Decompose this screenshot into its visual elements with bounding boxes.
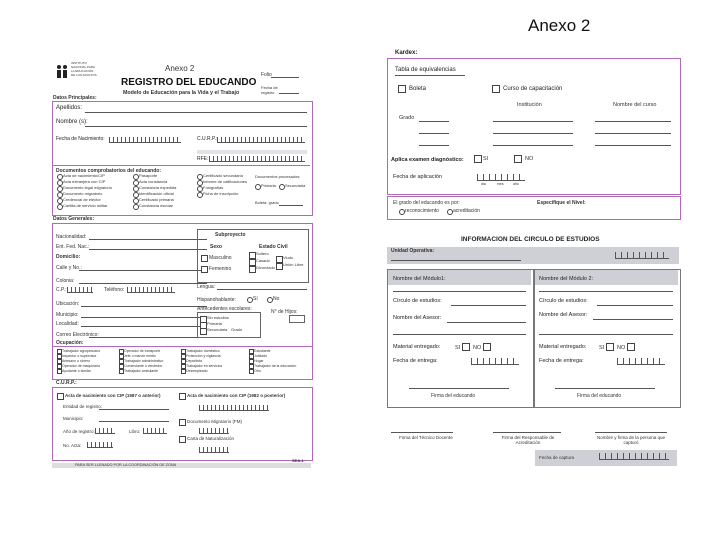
doc-option[interactable]: Ficha de inscripción xyxy=(203,191,239,196)
doc-option[interactable]: Documento migratorio xyxy=(63,191,103,196)
registro-educando-form xyxy=(49,53,317,471)
telefono-field[interactable] xyxy=(127,287,175,293)
antecedentes-label: Antecedentes escolares: xyxy=(197,306,252,312)
secundaria-option[interactable]: Secundaria xyxy=(285,183,306,188)
acreditacion-label: acreditación xyxy=(453,208,480,214)
acta-cip-label: Acta de nacimiento con CIP (1987 o anterior) xyxy=(65,393,161,398)
boleta-grado-label: Boleta: grado xyxy=(255,200,279,205)
habla-espanol-label: Hispanohablante: xyxy=(197,297,236,303)
hijos-field[interactable] xyxy=(289,315,305,323)
colonia-label: Colonia: xyxy=(56,278,75,284)
apellidos-label: Apellidos: xyxy=(56,105,83,111)
estado-option-label: Soltero xyxy=(256,251,269,256)
acta-cip2-checkbox[interactable] xyxy=(179,393,186,400)
anio-label: año xyxy=(513,182,519,186)
nacionalidad-label: Nacionalidad: xyxy=(56,234,87,240)
primaria-label: Primaria xyxy=(207,321,222,326)
firma-captura-label: Nombre y firma de la persona que capturó xyxy=(596,435,666,445)
curp-label: C.U.R.P.: xyxy=(197,136,218,142)
logo-line-1: INSTITUTO xyxy=(71,61,87,65)
kardex-form xyxy=(385,48,683,470)
acta-cip-checkbox[interactable] xyxy=(57,393,64,400)
material2-si-checkbox[interactable] xyxy=(606,343,614,351)
logo-line-2: NACIONAL PARA xyxy=(71,65,96,69)
especifique-nivel-label: Especifique el Nivel: xyxy=(537,200,586,206)
datos-principales-heading: Datos Principales: xyxy=(53,95,97,101)
secundaria-label: Secundaria xyxy=(207,327,228,332)
material2-no-label: NO xyxy=(617,345,626,351)
localidad-label: Localidad: xyxy=(56,321,79,327)
material2-si-label: SI xyxy=(599,345,605,351)
nombres-label: Nombre (s): xyxy=(56,119,88,125)
datos-generales-heading: Datos Generales: xyxy=(53,216,95,222)
ocupacion-option[interactable]: Desempleado xyxy=(186,369,208,373)
rfe-field[interactable] xyxy=(209,156,305,162)
ocupacion-option[interactable]: Jubilado xyxy=(254,354,268,358)
migratorio-no-field[interactable] xyxy=(199,428,229,434)
curso-checkbox[interactable] xyxy=(492,85,500,93)
anio-registro-field[interactable] xyxy=(95,428,115,434)
unidad-operativa-label: Unidad Operativa: xyxy=(391,248,435,254)
ocupacion-option[interactable]: Trabajador administrativo xyxy=(124,359,164,363)
unidad-fecha-field[interactable] xyxy=(615,252,669,259)
no-acta-field[interactable] xyxy=(87,442,113,448)
femenino-label: Femenino xyxy=(209,266,232,272)
correo-label: Correo Electrónico: xyxy=(56,332,99,338)
anio-registro-label: Año de registro: xyxy=(63,429,95,434)
subproyecto-label: Subproyecto xyxy=(215,232,246,238)
estado-option[interactable] xyxy=(249,266,256,273)
no-acta-label: No. Acta: xyxy=(63,443,82,448)
ocupacion-option[interactable]: Operador de maquinaria xyxy=(62,364,100,368)
documento-migratorio-checkbox[interactable] xyxy=(179,419,186,426)
incorporacion-label: El grado del educando es por: xyxy=(393,200,460,206)
firma-responsable-label: Firma del Responsable de Acreditación xyxy=(501,435,555,445)
fecha-aplicacion-field[interactable] xyxy=(477,174,525,181)
aplica-no-label: NO xyxy=(525,156,534,162)
material1-label: Material entregado: xyxy=(393,344,441,350)
calle-label: Calle y No.: xyxy=(56,265,82,271)
nombre-curso-label: Nombre del curso xyxy=(613,102,657,108)
no-label: No xyxy=(273,296,280,302)
ocupacion-option[interactable]: Trabajador agropecuario xyxy=(62,349,101,353)
doc-option[interactable]: Informe de calificaciones xyxy=(203,179,248,184)
info-circulo-heading: INFORMACION DEL CIRCULO DE ESTUDIOS xyxy=(461,236,600,243)
documento-migratorio-label: Documento Migratorio (FM) xyxy=(187,419,243,424)
doc-option[interactable]: Acta extranjera con CIP xyxy=(63,179,106,184)
logo-line-4: DE LOS ADULTOS xyxy=(71,73,97,77)
municipio-label: Municipio: xyxy=(56,312,79,318)
ocupacion-option[interactable]: Hogar xyxy=(254,359,264,363)
sin-estudios-label: Sin estudios xyxy=(207,315,229,320)
form-code: SEA-1 xyxy=(292,458,304,463)
doc-option[interactable]: Acta constancia xyxy=(139,179,168,184)
inea-logo xyxy=(55,62,95,84)
estado-option-label: Divorciado xyxy=(256,265,275,270)
ent-fed-nac-label: Ent. Fed. Nac.: xyxy=(56,244,90,250)
modulo2-label: Nombre del Módulo 2: xyxy=(539,276,594,282)
primaria-option[interactable]: Primaria xyxy=(261,183,276,188)
ocupacion-option[interactable]: Inspector o supervisor xyxy=(62,354,97,358)
mes-label: mes xyxy=(497,182,504,186)
aplica-no-checkbox[interactable] xyxy=(514,155,522,163)
material1-no-checkbox[interactable] xyxy=(483,343,491,351)
doc-option[interactable]: Acta de nacimiento/CIP xyxy=(63,173,105,178)
aplica-si-label: SI xyxy=(483,156,489,162)
form-subtitle: Modelo de Educación para la Vida y el Trabajo xyxy=(123,90,240,96)
material2-no-checkbox[interactable] xyxy=(627,343,635,351)
firma-educando2-label: Firma del educando xyxy=(577,393,622,399)
ocupacion-option[interactable]: Artesano u obrero xyxy=(62,359,91,363)
form-anexo-label: Anexo 2 xyxy=(165,64,195,73)
circulo2-label: Círculo de estudios: xyxy=(539,298,588,304)
form-title: REGISTRO DEL EDUCANDO xyxy=(121,77,257,88)
libro-label: Libro: xyxy=(129,429,141,434)
fecha-entrega2-field[interactable] xyxy=(617,358,665,365)
estado-option-label: Casado xyxy=(256,258,270,263)
fecha-entrega2-label: Fecha de entrega: xyxy=(539,358,584,364)
logo-figures-icon xyxy=(55,64,69,80)
doc-option[interactable]: Certificado primaria xyxy=(139,197,174,202)
fecha-aplicacion-label: Fecha de aplicación xyxy=(393,174,442,180)
doc-option[interactable]: Pasaporte xyxy=(139,173,158,178)
doc-option[interactable]: Credencial de elector xyxy=(63,197,101,202)
secundaria-checkbox[interactable] xyxy=(200,328,207,335)
cp-field[interactable] xyxy=(67,287,93,293)
fecha-captura-field[interactable] xyxy=(599,453,669,460)
documentos-heading: Documentos comprobatorios del educando: xyxy=(56,168,162,174)
lengua-label: Lengua: xyxy=(197,284,216,290)
estado-option[interactable] xyxy=(276,263,283,270)
fecha-nacimiento-field[interactable] xyxy=(109,137,181,143)
curp-section-heading: C.U.R.P.: xyxy=(56,380,77,386)
logo-line-3: LA EDUCACIÓN xyxy=(71,69,94,73)
ocupacion-option[interactable]: Estudiante xyxy=(254,349,271,353)
rfe-label: RFE: xyxy=(197,156,209,162)
municipio2-label: Municipio: xyxy=(63,416,84,421)
kardex-label: Kardex: xyxy=(395,50,418,56)
boleta-label: Boleta xyxy=(409,86,427,92)
cip-field[interactable] xyxy=(199,405,269,411)
curp-field[interactable] xyxy=(217,137,305,143)
sexo-label: Sexo xyxy=(210,244,222,250)
circulo1-label: Círculo de estudios: xyxy=(393,298,442,304)
doc-option[interactable]: Constancia expedida xyxy=(139,185,177,190)
estado-option-label: Viudo xyxy=(283,255,294,260)
material1-si-checkbox[interactable] xyxy=(462,343,470,351)
ocupacion-heading: Ocupación: xyxy=(56,340,84,346)
documentos-procesados-label: Documentos procesados: xyxy=(255,174,301,179)
doc-option[interactable]: Certificado secundaria xyxy=(203,173,243,178)
ocupacion-option[interactable]: Ayudante o similar xyxy=(62,369,91,373)
asesor2-label: Nombre del Asesor: xyxy=(539,312,588,318)
slide-title: Anexo 2 xyxy=(528,16,591,35)
ocupacion-option[interactable]: Trabajador de la educación xyxy=(254,364,297,368)
asesor1-label: Nombre del Asesor: xyxy=(393,315,442,321)
fecha-registro-label: Fecha de registro xyxy=(261,85,278,95)
doc-option[interactable]: Constancia escolar xyxy=(139,203,174,208)
doc-option[interactable]: Identificación oficial xyxy=(139,191,174,196)
ocupacion-option[interactable]: Comerciante o vendedor xyxy=(124,364,163,368)
tabla-equivalencias-label: Tabla de equivalencias xyxy=(395,67,456,73)
ocupacion-option[interactable]: Operador de transporte xyxy=(124,349,161,353)
femenino-checkbox[interactable] xyxy=(201,266,208,273)
grado-label: Grado xyxy=(399,115,415,121)
fecha-nacimiento-label: Fecha de Nacimiento: xyxy=(56,136,105,142)
boleta-checkbox[interactable] xyxy=(398,85,406,93)
ocupacion-option[interactable]: Trabajador ambulante xyxy=(124,369,159,373)
cp-label: C.P.: xyxy=(56,287,67,293)
ubicacion-label: Ubicación: xyxy=(56,301,80,307)
doc-option[interactable]: Cartilla de servicio militar xyxy=(63,203,108,208)
firma-tecnico-label: Firma del Técnico Docente xyxy=(399,435,453,440)
carta-naturalizacion-checkbox[interactable] xyxy=(179,436,186,443)
fecha-entrega1-field[interactable] xyxy=(471,358,519,365)
hijos-label: N° de Hijos: xyxy=(271,309,298,315)
entidad-registro-label: Entidad de registro: xyxy=(63,404,103,409)
naturalizacion-field[interactable] xyxy=(199,447,229,453)
estado-civil-label: Estado Civil xyxy=(259,244,288,250)
reconocimiento-label: reconocimiento xyxy=(405,208,439,214)
estado-option[interactable] xyxy=(249,252,256,259)
telefono-label: Teléfono: xyxy=(104,287,125,293)
curso-capacitacion-label: Curso de capacitación xyxy=(503,86,563,92)
masculino-checkbox[interactable] xyxy=(201,255,208,262)
estado-option[interactable] xyxy=(276,256,283,263)
ocupacion-option[interactable]: Jefe o mando medio xyxy=(124,354,156,358)
firma-educando-label: Firma del educando xyxy=(431,393,476,399)
dia-label: día xyxy=(481,182,486,186)
material2-label: Material entregado: xyxy=(539,344,587,350)
acta-cip2-label: Acta de nacimiento con CIP (1982 o posterior) xyxy=(187,393,286,398)
grado-label: Grado xyxy=(231,327,243,332)
institucion-label: Institución xyxy=(517,102,542,108)
domicilio-heading: Domicilio: xyxy=(56,254,81,260)
libro-field[interactable] xyxy=(143,428,167,434)
footer-text: PARA SER LLENADO POR LA COORDINACIÓN DE ZONA xyxy=(75,463,177,467)
fecha-entrega1-label: Fecha de entrega: xyxy=(393,358,438,364)
estado-option-label: Unión Libre xyxy=(283,262,304,267)
folio-label: Folio xyxy=(261,72,272,78)
si-label: Sí xyxy=(253,296,258,302)
carta-naturalizacion-label: Carta de Naturalización xyxy=(187,436,235,441)
material1-si-label: SI xyxy=(455,345,461,351)
ocupacion-option[interactable]: Deportista xyxy=(186,359,202,363)
doc-option[interactable]: Documento legal migratorio xyxy=(63,185,112,190)
masculino-label: Masculino xyxy=(209,255,232,261)
ocupacion-option[interactable]: Otro xyxy=(254,369,261,373)
ocupacion-option[interactable]: Protección y vigilancia xyxy=(186,354,221,358)
aplica-examen-label: Aplica examen diagnóstico: xyxy=(391,157,464,163)
material1-no-label: NO xyxy=(473,345,482,351)
ocupacion-option[interactable]: Trabajador en servicios xyxy=(186,364,223,368)
ocupacion-option[interactable]: Trabajador doméstico xyxy=(186,349,220,353)
modulo1-label: Nombre del Módulo1: xyxy=(393,276,446,282)
fecha-captura-label: Fecha de captura xyxy=(539,455,575,460)
doc-option[interactable]: Fotografías xyxy=(203,185,224,190)
estado-option[interactable] xyxy=(249,259,256,266)
aplica-si-checkbox[interactable] xyxy=(474,155,482,163)
